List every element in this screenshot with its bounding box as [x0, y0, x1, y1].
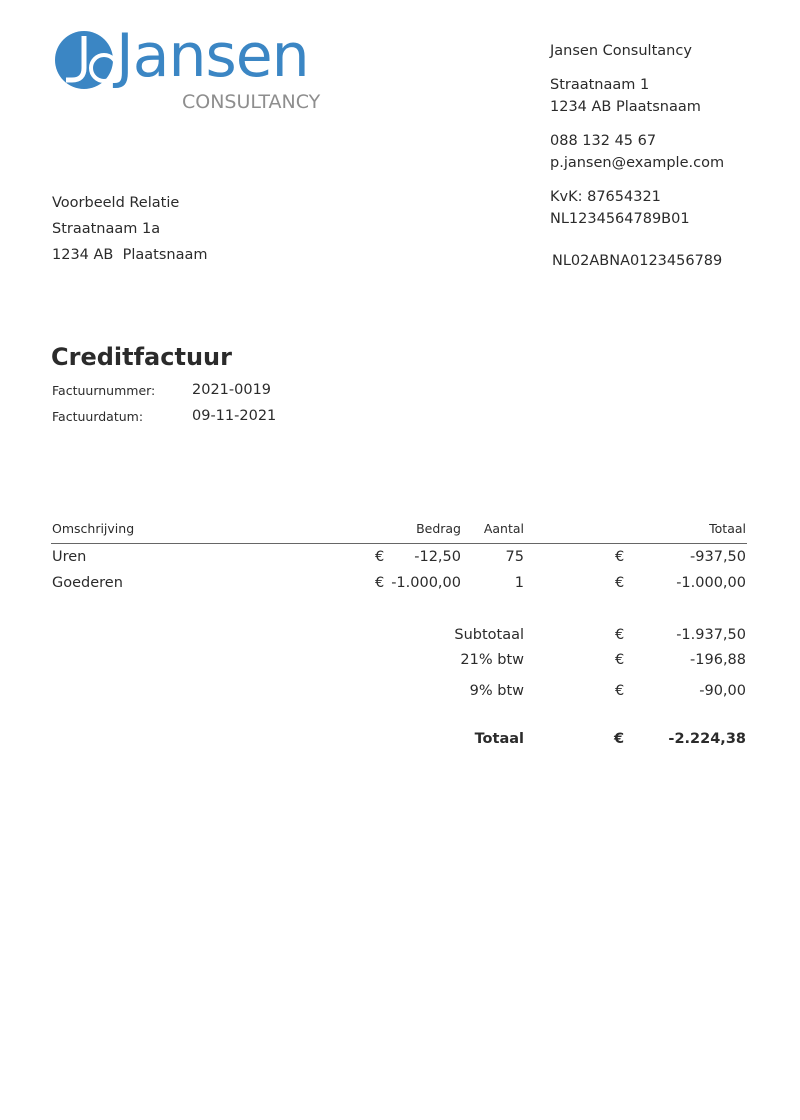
row-total-currency: € — [615, 549, 625, 565]
invoice-number: 2021-0019 — [192, 382, 272, 398]
logo-wordmark: Jansen — [116, 21, 309, 91]
sender-email: p.jansen@example.com — [550, 155, 725, 171]
subtotal-currency: € — [615, 627, 625, 643]
invoice-number-label: Factuurnummer: — [52, 383, 156, 398]
row-amount-currency: € — [375, 575, 385, 591]
invoice-date-label: Factuurdatum: — [52, 409, 144, 424]
grand-total-label: Totaal — [474, 731, 524, 747]
column-header-quantity: Aantal — [483, 521, 524, 536]
vat9-label: 9% btw — [469, 683, 524, 699]
row-quantity: 1 — [514, 575, 524, 591]
subtotal-value: -1.937,50 — [676, 627, 746, 643]
grand-total-currency: € — [614, 731, 625, 747]
logo-subline: CONSULTANCY — [182, 91, 321, 113]
row-total: -937,50 — [690, 549, 746, 565]
row-quantity: 75 — [505, 549, 524, 565]
table-header-divider — [51, 543, 747, 544]
sender-phone: 088 132 45 67 — [550, 133, 657, 149]
vat9-value: -90,00 — [699, 683, 746, 699]
sender-kvk: KvK: 87654321 — [550, 189, 661, 205]
row-total-currency: € — [615, 575, 625, 591]
row-amount: -1.000,00 — [391, 575, 461, 591]
sender-block — [550, 40, 724, 272]
row-amount: -12,50 — [414, 549, 461, 565]
recipient-street: Straatnaam 1a — [52, 221, 161, 237]
sender-iban: NL02ABNA0123456789 — [552, 253, 723, 269]
logo-monogram-icon — [54, 30, 124, 100]
row-amount-currency: € — [375, 549, 385, 565]
company-logo — [54, 21, 344, 116]
sender-vat-number: NL1234564789B01 — [550, 211, 690, 227]
invoice-date: 09-11-2021 — [192, 408, 277, 424]
row-description: Goederen — [52, 575, 123, 591]
sender-street: Straatnaam 1 — [550, 77, 650, 93]
vat21-label: 21% btw — [460, 652, 524, 668]
column-header-amount: Bedrag — [416, 521, 461, 536]
row-description: Uren — [52, 549, 87, 565]
recipient-block — [52, 190, 207, 268]
subtotal-label: Subtotaal — [454, 627, 524, 643]
recipient-postal-city: 1234 AB Plaatsnaam — [52, 247, 208, 263]
vat9-currency: € — [615, 683, 625, 699]
sender-postal-city: 1234 AB Plaatsnaam — [550, 99, 701, 115]
sender-name: Jansen Consultancy — [550, 43, 692, 59]
column-header-description: Omschrijving — [52, 521, 135, 536]
recipient-name: Voorbeeld Relatie — [52, 195, 180, 211]
vat21-currency: € — [615, 652, 625, 668]
grand-total-value: -2.224,38 — [668, 731, 746, 747]
column-header-total: Totaal — [709, 521, 746, 536]
vat21-value: -196,88 — [690, 652, 746, 668]
row-total: -1.000,00 — [676, 575, 746, 591]
document-title: Creditfactuur — [51, 343, 232, 371]
